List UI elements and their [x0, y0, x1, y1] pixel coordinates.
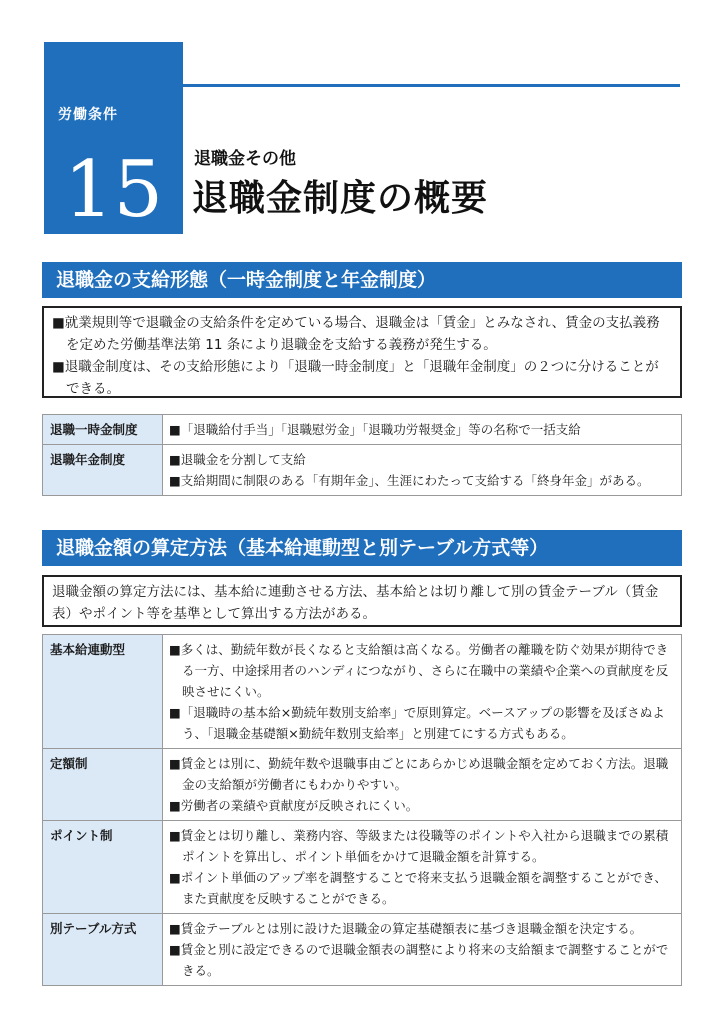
row-item: ■賃金とは切り離し、業務内容、等級または役職等のポイントや入社から退職までの累積ポイントを算出し、ポイント単価をかけて退職金額を計算する。: [169, 828, 669, 864]
chapter-badge: [44, 42, 183, 234]
row-label: 退職一時金制度: [43, 415, 163, 445]
section2-summary-box: [42, 575, 682, 627]
table-row: [43, 635, 682, 749]
row-label: 別テーブル方式: [43, 914, 163, 986]
section1-table: [42, 414, 682, 496]
row-label: 退職年金制度: [43, 445, 163, 496]
section1-summary-item: ■退職金制度は、その支給形態により「退職一時金制度」と「退職年金制度」の２つに分けることができる。: [52, 359, 659, 397]
row-label: 定額制: [43, 749, 163, 821]
row-label: ポイント制: [43, 821, 163, 914]
page-subtitle: 退職金その他: [194, 149, 296, 169]
row-content: [163, 635, 682, 749]
row-item: ■「退職時の基本給×勤続年数別支給率」で原則算定。ベースアップの影響を及ぼさぬよう、「退職金基礎額×勤続年数別支給率」と別建てにする方式もある。: [169, 705, 665, 741]
section1-summary-box: [42, 306, 682, 398]
header-rule: [183, 84, 680, 87]
row-content: [163, 749, 682, 821]
table-row: [43, 445, 682, 496]
table-row: [43, 415, 682, 445]
row-content: [163, 445, 682, 496]
row-item: ■支給期間に制限のある「有期年金」、生涯にわたって支給する「終身年金」がある。: [169, 473, 650, 488]
section2-summary-text: 退職金額の算定方法には、基本給に連動させる方法、基本給とは切り離して別の賃金テーブル（賃金表）やポイント等を基準として算出する方法がある。: [52, 584, 659, 622]
table-row: [43, 821, 682, 914]
section2-table: [42, 634, 682, 986]
row-item: ■ポイント単価のアップ率を調整することで将来支払う退職金額を調整することができ、また貢献度を反映することができる。: [169, 870, 667, 906]
table-row: [43, 749, 682, 821]
row-item: ■賃金とは別に、勤続年数や退職事由ごとにあらかじめ退職金額を定めておく方法。退職金の支給額が労働者にもわかりやすい。: [169, 756, 669, 792]
row-item: ■賃金テーブルとは別に設けた退職金の算定基礎額表に基づき退職金額を決定する。: [169, 921, 643, 936]
page-title: 退職金制度の概要: [192, 178, 489, 219]
row-item: ■賃金と別に設定できるので退職金額表の調整により将来の支給額まで調整することができる。: [169, 942, 669, 978]
row-item: ■「退職給付手当」「退職慰労金」「退職功労報奨金」等の名称で一括支給: [169, 422, 581, 437]
row-content: [163, 914, 682, 986]
row-content: [163, 821, 682, 914]
row-content: [163, 415, 682, 445]
section1-heading: 退職金の支給形態（一時金制度と年金制度）: [42, 262, 682, 298]
row-item: ■労働者の業績や貢献度が反映されにくい。: [169, 798, 419, 813]
chapter-category: 労働条件: [58, 107, 118, 123]
section2-heading: 退職金額の算定方法（基本給連動型と別テーブル方式等）: [42, 530, 682, 566]
table-row: [43, 914, 682, 986]
chapter-number: 15: [63, 145, 164, 235]
row-item: ■多くは、勤続年数が長くなると支給額は高くなる。労働者の離職を防ぐ効果が期待できる一方、中途採用者のハンディにつながり、さらに在職中の業績や企業への貢献度を反映させにくい。: [169, 642, 669, 699]
section1-summary-item: ■就業規則等で退職金の支給条件を定めている場合、退職金は「賃金」とみなされ、賃金の支払義務を定めた労働基準法第 11 条により退職金を支給する義務が発生する。: [52, 315, 660, 353]
row-label: 基本給連動型: [43, 635, 163, 749]
row-item: ■退職金を分割して支給: [169, 452, 306, 467]
